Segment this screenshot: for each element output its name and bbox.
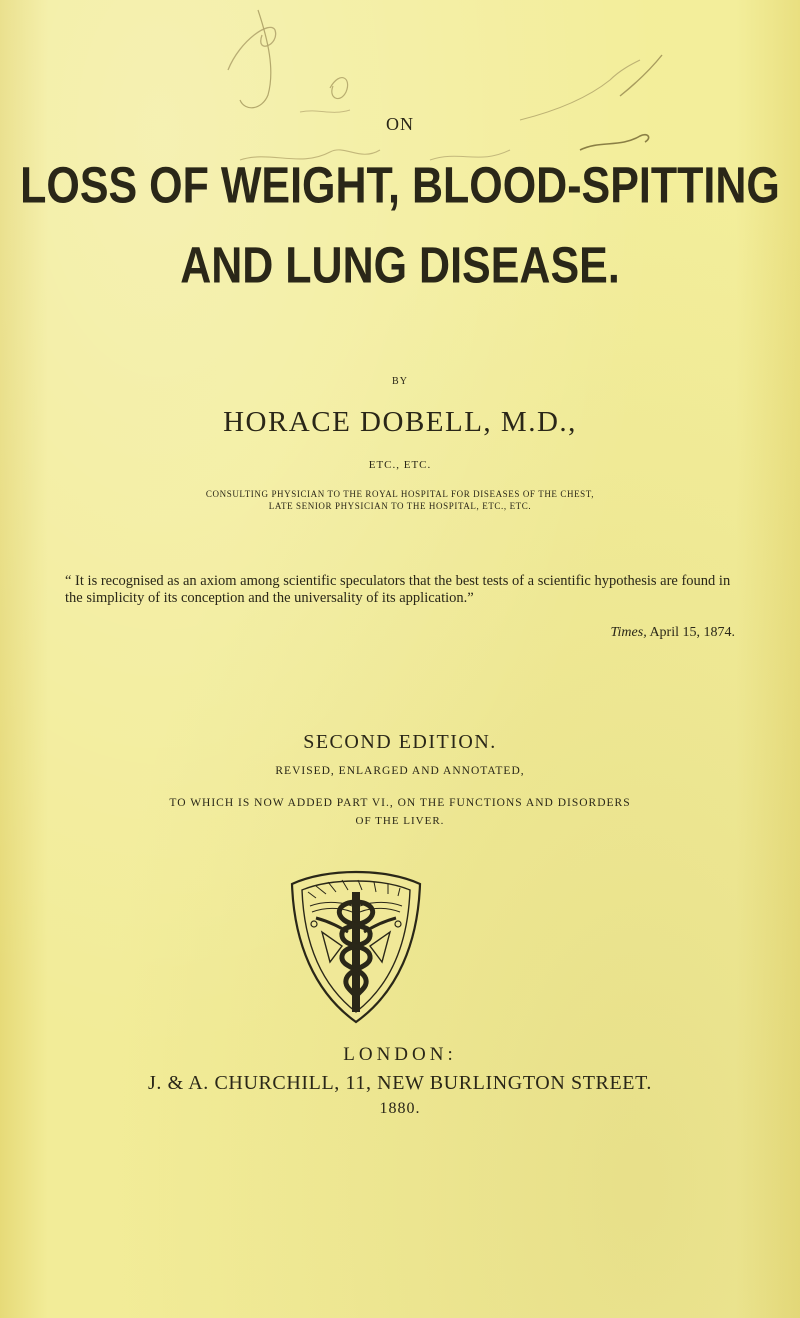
edition-added-line-1: TO WHICH IS NOW ADDED PART VI., ON THE FUNCTIONS AND DISORDERS (169, 797, 631, 809)
by-label: BY (392, 376, 408, 387)
author-etc: ETC., ETC. (368, 459, 432, 471)
imprint-year: 1880. (379, 1100, 421, 1117)
author-position-line-2: LATE SENIOR PHYSICIAN TO THE HOSPITAL, ETC., ETC. (268, 501, 532, 511)
edition-title: SECOND EDITION. (303, 731, 497, 753)
edition-added-line-2: OF THE LIVER. (355, 815, 445, 827)
author-name: HORACE DOBELL, M.D., (223, 406, 577, 438)
imprint-publisher: J. & A. CHURCHILL, 11, NEW BURLINGTON STREET. (147, 1072, 653, 1094)
epigraph-source (400, 625, 735, 641)
book-title-line-2: AND LUNG DISEASE. (180, 237, 620, 295)
imprint-city: LONDON: (343, 1044, 457, 1065)
book-title-line-1: LOSS OF WEIGHT, BLOOD-SPITTING (20, 157, 780, 215)
epigraph-source-date: April 15, 1874. (646, 625, 735, 640)
title-prefix: ON (386, 114, 414, 134)
edition-revised: REVISED, ENLARGED AND ANNOTATED, (275, 765, 525, 777)
epigraph-quote: “ It is recognised as an axiom among scientific speculators that the best tests of a scientific hypothesis are found in the simplicity of its conception and the universality of its application.” (65, 573, 731, 606)
author-position-line-1: CONSULTING PHYSICIAN TO THE ROYAL HOSPITAL FOR DISEASES OF THE CHEST, (205, 489, 595, 499)
epigraph-source-title: Times, (610, 625, 647, 640)
caduceus-shield-icon (286, 862, 426, 1024)
